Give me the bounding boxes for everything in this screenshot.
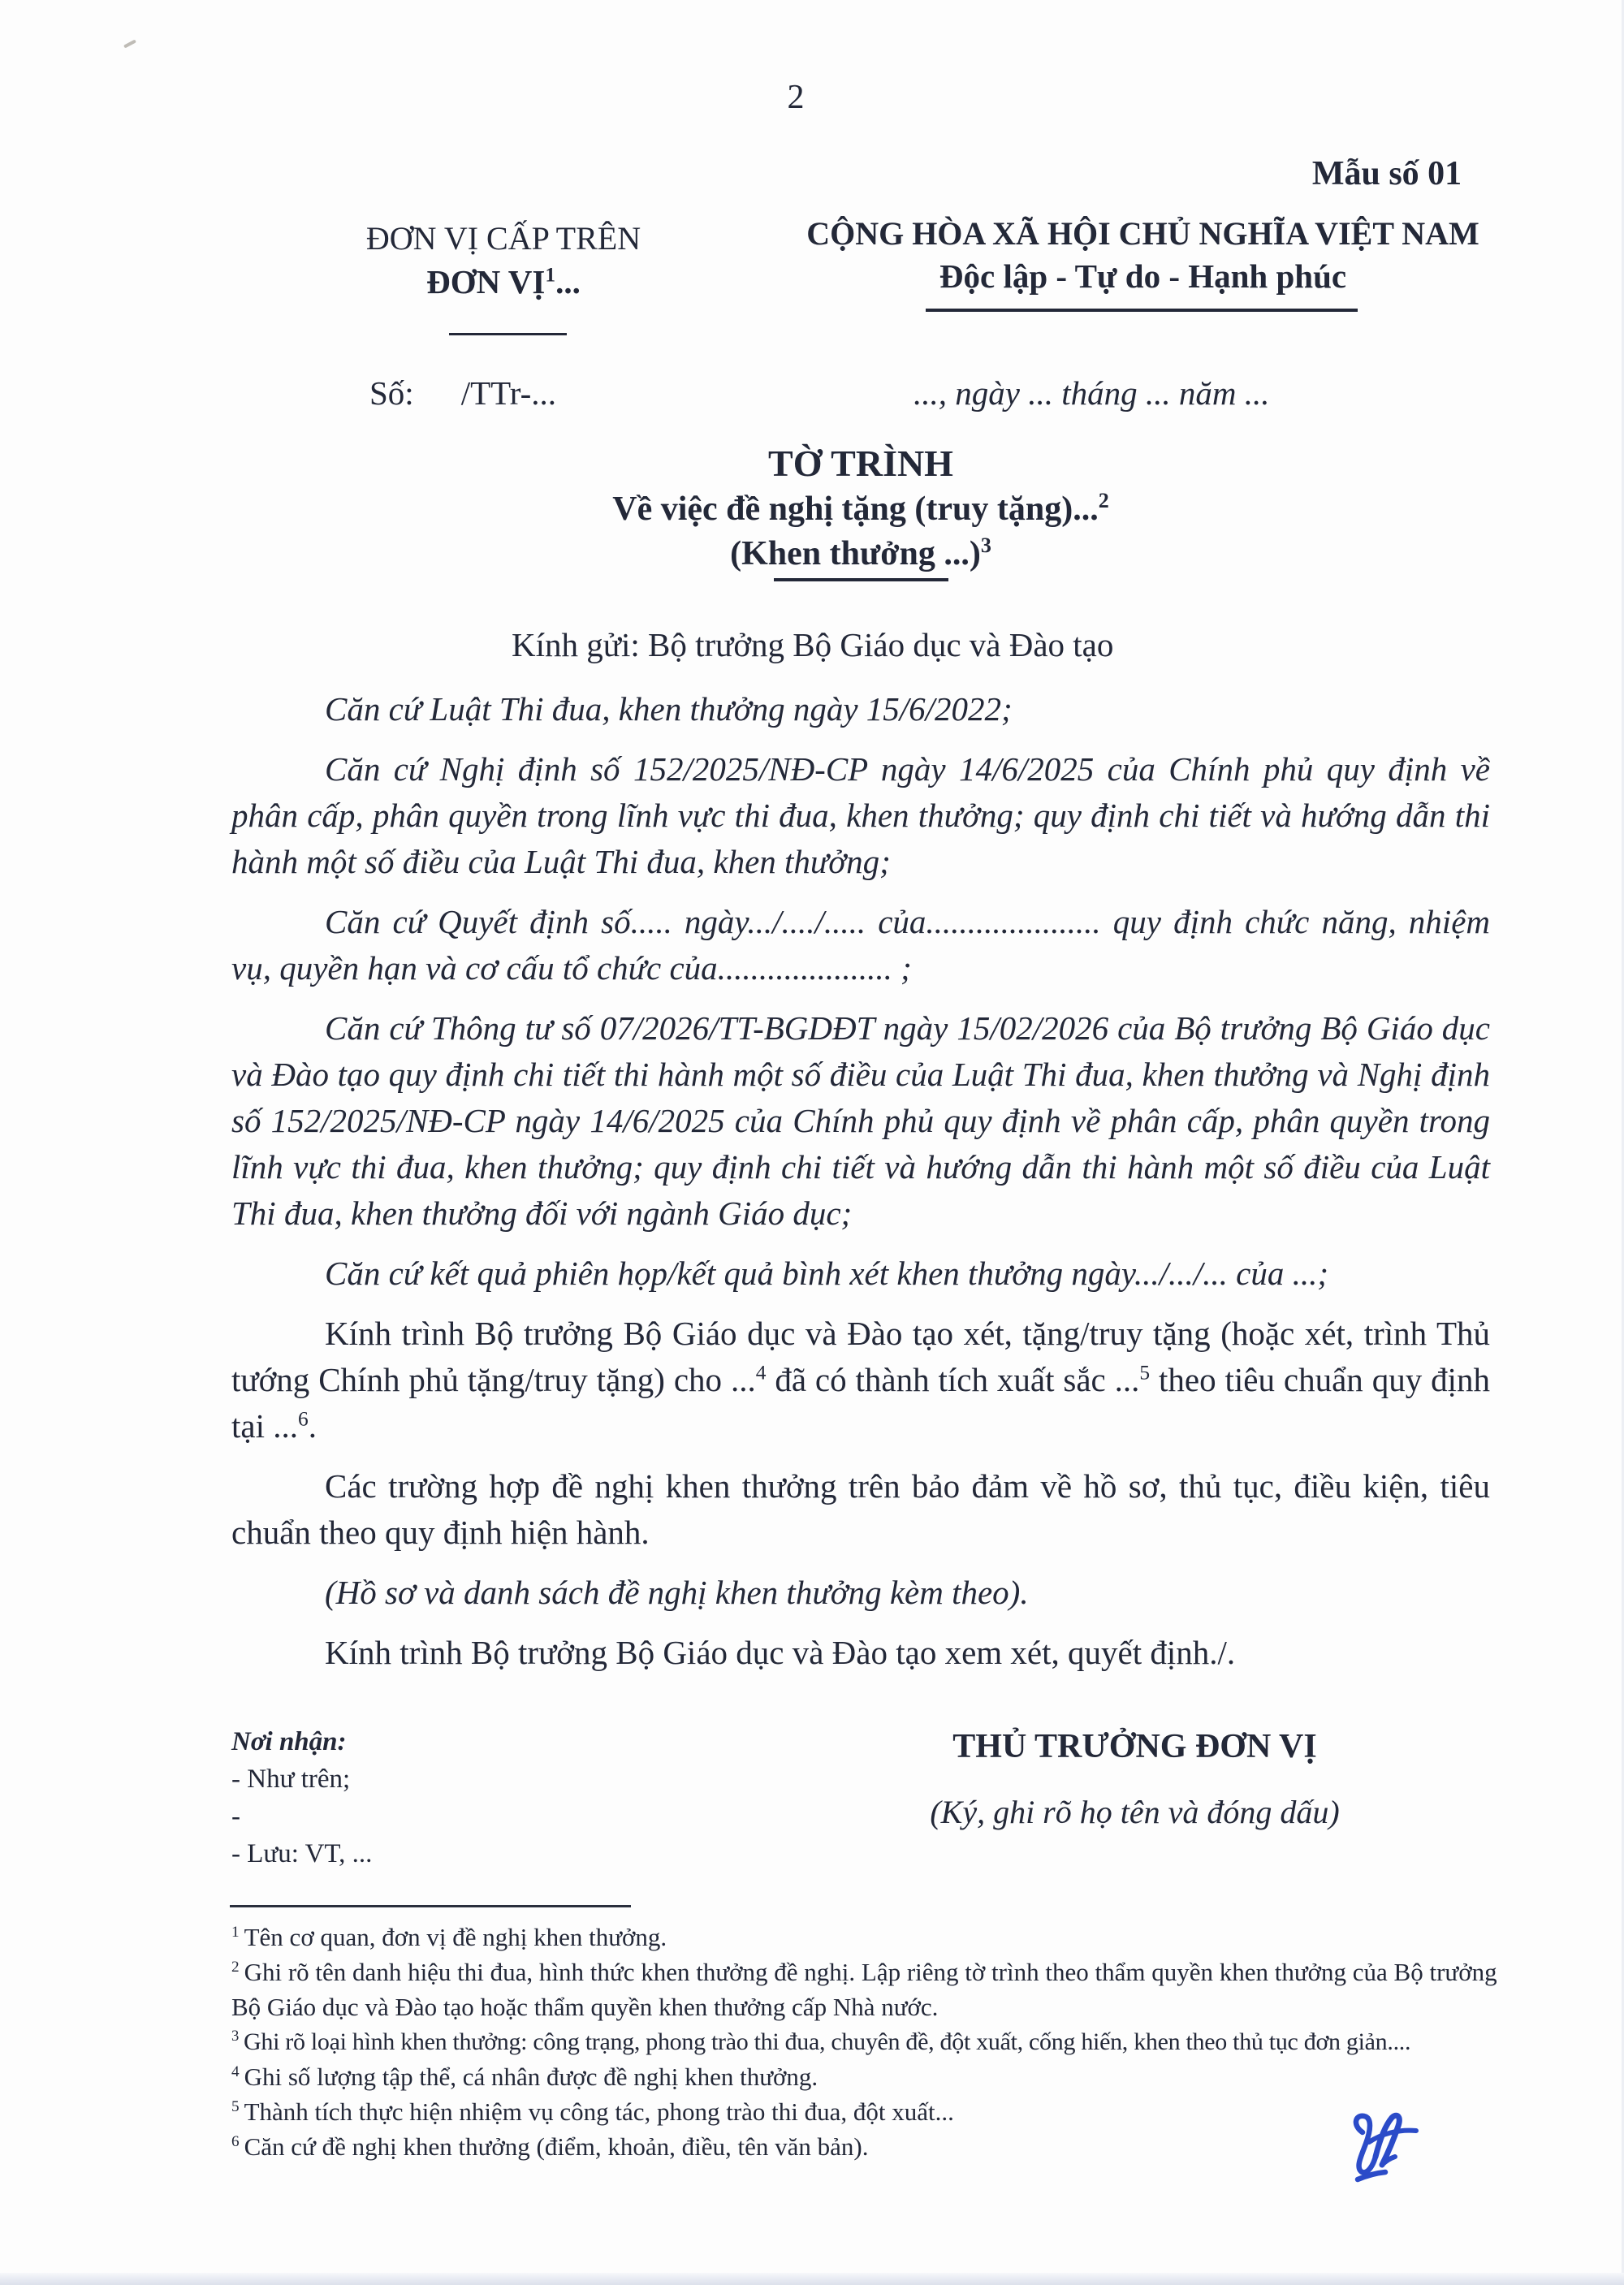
footnote-marker: 5 (231, 2097, 240, 2115)
republic-title-line: CỘNG HÒA XÃ HỘI CHỦ NGHĨA VIỆT NAM (806, 215, 1479, 252)
recipient-item: - (231, 1802, 240, 1831)
proposal-paragraph (231, 1311, 1490, 1449)
salutation-line: Kính gửi: Bộ trưởng Bộ Giáo dục và Đào tạo (512, 626, 1114, 663)
footnote-text: Tên cơ quan, đơn vị đề nghị khen thưởng. (244, 1923, 667, 1951)
footnote-text: Thành tích thực hiện nhiệm vụ công tác, phong trào thi đua, đột xuất... (244, 2097, 954, 2126)
proposal-text: đã có thành tích xuất sắc ... (766, 1361, 1140, 1398)
document-body (231, 686, 1490, 1690)
footnotes-block (231, 1920, 1505, 2164)
proposal-text: Kính trình Bộ trưởng Bộ Giáo dục và Đào tạo xét, tặng/truy tặng (hoặc xét, trình Thủ tướng Chính phủ tặng/truy tặng) cho ... (231, 1315, 1490, 1398)
footnote-marker: 3 (231, 2028, 239, 2045)
recipient-item: - Như trên; (231, 1765, 351, 1794)
subtitle2-text: (Khen thưởng ...) (730, 535, 981, 572)
legal-basis-decree: Căn cứ Nghị định số 152/2025/NĐ-CP ngày 14/6/2025 của Chính phủ quy định về phân cấp, phân quyền trong lĩnh vực thi đua, khen thưởng; quy định chi tiết và hướng dẫn thi hành một số điều của Luật Thi đua, khen thưởng; (231, 750, 1490, 880)
footnote-marker: 2 (231, 1958, 240, 1976)
unit-underline-rule (449, 333, 567, 335)
unit-name: ĐƠN VỊ (426, 263, 546, 300)
scan-speck-artifact (123, 39, 136, 48)
attachment-note: (Hồ sơ và danh sách đề nghị khen thưởng kèm theo). (325, 1574, 1029, 1611)
parent-unit-line: ĐƠN VỊ CẤP TRÊN (365, 220, 641, 257)
assurance-paragraph: Các trường hợp đề nghị khen thưởng trên bảo đảm về hồ sơ, thủ tục, điều kiện, tiêu chuẩn theo quy định hiện hành. (231, 1467, 1490, 1551)
recipients-block (231, 1723, 372, 1872)
document-subtitle (231, 486, 1490, 532)
footnote (231, 2059, 1505, 2094)
page-number: 2 (787, 79, 805, 116)
unit-name-ellipsis: ... (555, 263, 581, 300)
footnote (231, 2094, 1505, 2129)
signer-instruction: (Ký, ghi rõ họ tên và đóng dấu) (930, 1794, 1340, 1830)
footnote-ref-5: 5 (1139, 1361, 1151, 1384)
footnote-ref-3: 3 (980, 533, 991, 557)
footnote (231, 2024, 1505, 2059)
number-value: /TTr-... (460, 374, 556, 412)
footnote-marker: 4 (231, 2063, 240, 2080)
footnote-separator-rule (230, 1905, 631, 1907)
footnote-text: Ghi số lượng tập thể, cá nhân được đề nghị khen thưởng. (244, 2063, 818, 2091)
motto-line: Độc lập - Tự do - Hạnh phúc (939, 257, 1347, 295)
footnote-marker: 6 (231, 2132, 240, 2150)
footnote (231, 1920, 1505, 1955)
proposal-text: theo tiêu chuẩn quy định tại ... (231, 1361, 1491, 1445)
national-header-block (771, 213, 1514, 297)
footnote-ref-4: 4 (755, 1361, 767, 1384)
footnote-text: Ghi rõ loại hình khen thưởng: công trạng, phong trào thi đua, chuyên đề, đột xuất, cống hiến, khen theo thủ tục đơn giản.... (244, 2028, 1411, 2055)
document-subtitle-2 (231, 532, 1490, 576)
issuing-unit-block (240, 218, 767, 304)
closing-paragraph: Kính trình Bộ trưởng Bộ Giáo dục và Đào tạo xem xét, quyết định./. (325, 1634, 1236, 1671)
unit-line (240, 260, 767, 304)
number-label: Số: (369, 374, 414, 412)
motto-underline-rule (926, 309, 1358, 312)
document-title: TỜ TRÌNH (768, 443, 953, 484)
recipients-label: Nơi nhận: (231, 1727, 347, 1756)
subtitle-text: Về việc đề nghị tặng (truy tặng)... (612, 490, 1099, 528)
legal-basis-law: Căn cứ Luật Thi đua, khen thưởng ngày 15/6/2022; (325, 690, 1013, 728)
footnote-ref-6: 6 (297, 1407, 309, 1431)
legal-basis-decision: Căn cứ Quyết định số..... ngày.../..../..... của..................... quy định chức năng, nhiệm vụ, quyền hạn và cơ cấu tổ chức của..................... ; (231, 903, 1490, 987)
form-number-label: Mẫu số 01 (1311, 155, 1462, 192)
scan-edge-bottom (0, 2273, 1624, 2285)
legal-basis-meeting-result: Căn cứ kết quả phiên họp/kết quả bình xét khen thưởng ngày.../.../... của ...; (325, 1255, 1328, 1292)
document-number-line (369, 374, 556, 413)
footnote-ref-1: 1 (545, 263, 556, 287)
footnote (231, 1955, 1505, 2024)
recipient-item: - Lưu: VT, ... (231, 1839, 373, 1868)
footnote-marker: 1 (231, 1923, 240, 1941)
place-date-line: ..., ngày ... tháng ... năm ... (914, 374, 1270, 412)
signer-title: THỦ TRƯỞNG ĐƠN VỊ (952, 1728, 1317, 1765)
legal-basis-circular: Căn cứ Thông tư số 07/2026/TT-BGDĐT ngày 15/02/2026 của Bộ trưởng Bộ Giáo dục và Đào tạo quy định chi tiết thi hành một số điều của Luật Thi đua, khen thưởng và Nghị định số 152/2025/NĐ-CP ngày 14/6/2025 của Chính phủ quy định về phân cấp, phân quyền trong lĩnh vực thi đua, khen thưởng; quy định chi tiết và hướng dẫn thi hành một số điều của Luật Thi đua, khen thưởng đối với ngành Giáo dục; (231, 1009, 1490, 1232)
proposal-text: . (308, 1407, 317, 1445)
footnote (231, 2129, 1505, 2164)
title-underline-rule (774, 578, 948, 581)
footnote-ref-2: 2 (1098, 489, 1109, 512)
handwritten-initials-signature (1345, 2108, 1422, 2189)
signer-block (885, 1725, 1384, 1834)
footnote-text: Ghi rõ tên danh hiệu thi đua, hình thức khen thưởng đề nghị. Lập riêng tờ trình theo thẩm quyền khen thưởng của Bộ trưởng Bộ Giáo dục và Đào tạo hoặc thẩm quyền khen thưởng cấp Nhà nước. (231, 1958, 1497, 2021)
footnote-text: Căn cứ đề nghị khen thưởng (điểm, khoản, điều, tên văn bản). (244, 2132, 869, 2161)
document-title-block (231, 441, 1490, 576)
